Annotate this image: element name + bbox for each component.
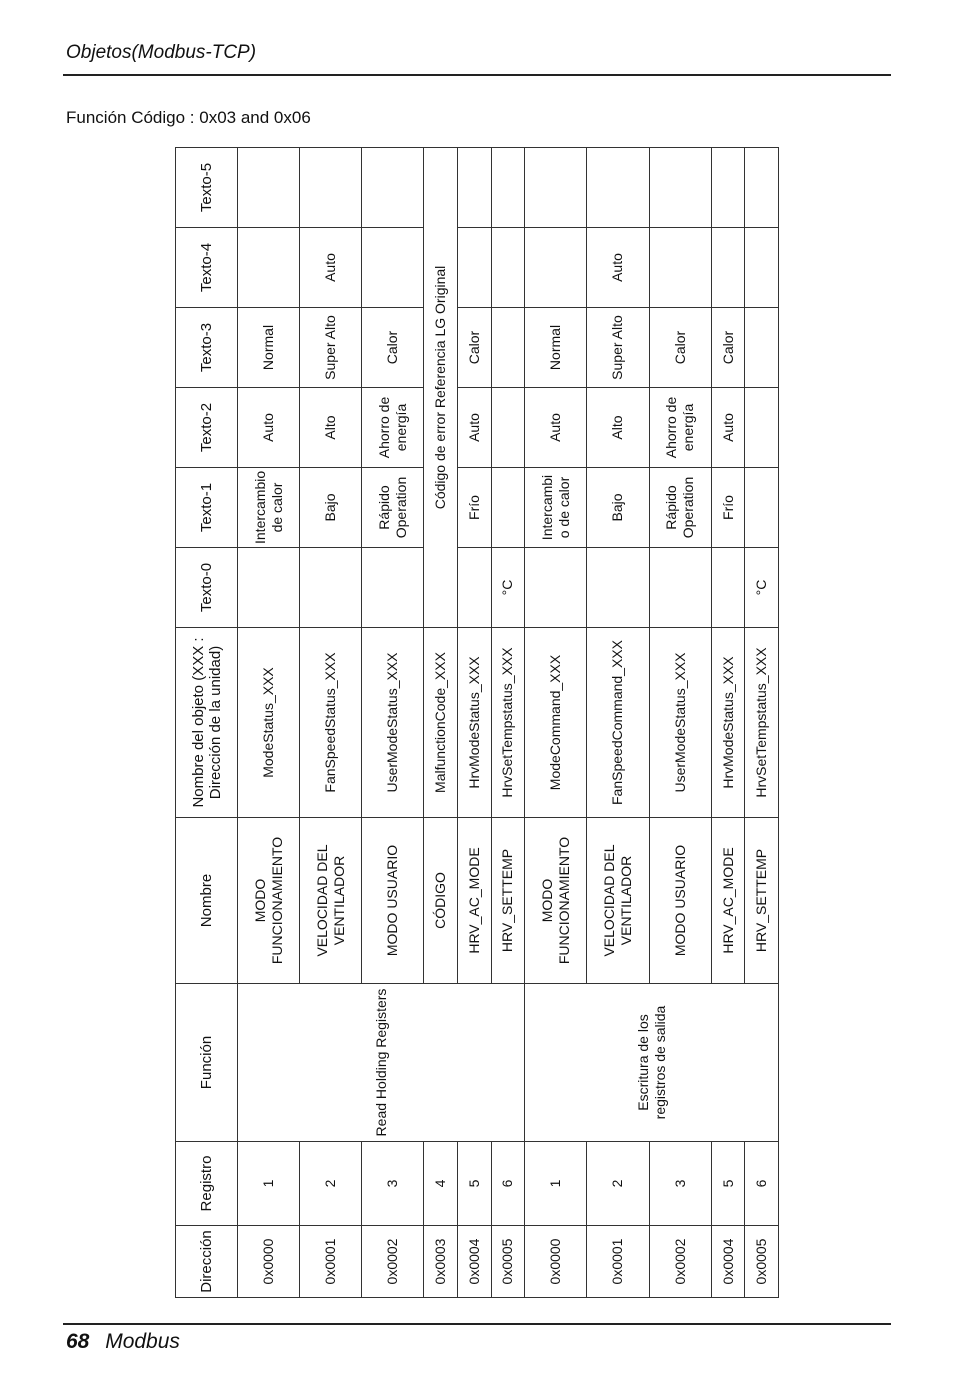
- cell-registro: 6: [491, 1142, 525, 1226]
- cell-nombre: MODO USUARIO: [362, 818, 424, 984]
- header-texto-2: Texto-2: [176, 388, 238, 468]
- page-footer: [66, 1330, 180, 1354]
- cell-texto-0: °C: [745, 548, 779, 628]
- cell-texto-4: [649, 228, 711, 308]
- cell-texto-2: [491, 388, 525, 468]
- cell-objeto: HrvSetTempstatus_XXX: [491, 628, 525, 818]
- cell-direccion: 0x0000: [238, 1226, 300, 1298]
- cell-texto-0: [238, 548, 300, 628]
- table-header-row: [176, 148, 238, 1298]
- cell-texto-3: [491, 308, 525, 388]
- cell-objeto: ModeCommand_XXX: [525, 628, 587, 818]
- cell-texto-3: Calor: [649, 308, 711, 388]
- cell-texto-5: [587, 148, 649, 228]
- cell-texto-2: Auto: [458, 388, 492, 468]
- cell-texto-0: °C: [491, 548, 525, 628]
- footer-section-title: Modbus: [105, 1330, 180, 1353]
- modbus-objects-table-rotated: [175, 148, 779, 1298]
- cell-texto-3: Calor: [711, 308, 745, 388]
- cell-registro: 3: [362, 1142, 424, 1226]
- cell-registro: 3: [649, 1142, 711, 1226]
- cell-nombre: MODO USUARIO: [649, 818, 711, 984]
- cell-texto-1: Frío: [458, 468, 492, 548]
- header-texto-3: Texto-3: [176, 308, 238, 388]
- cell-nombre: MODO FUNCIONAMIENTO: [525, 818, 587, 984]
- cell-registro: 6: [745, 1142, 779, 1226]
- header-direccion: Dirección: [176, 1226, 238, 1298]
- cell-texto-1: [745, 468, 779, 548]
- cell-texto-3: Normal: [525, 308, 587, 388]
- cell-texto-5: [711, 148, 745, 228]
- cell-texto-0: [587, 548, 649, 628]
- cell-texto-2: Auto: [711, 388, 745, 468]
- cell-nombre: VELOCIDAD DEL VENTILADOR: [587, 818, 649, 984]
- cell-texto-5: [649, 148, 711, 228]
- cell-texto-0: [458, 548, 492, 628]
- cell-texto-5: [300, 148, 362, 228]
- cell-nombre: HRV_AC_MODE: [711, 818, 745, 984]
- cell-direccion: 0x0005: [491, 1226, 525, 1298]
- header-funcion: Función: [176, 984, 238, 1142]
- cell-nombre: MODO FUNCIONAMIENTO: [238, 818, 300, 984]
- cell-direccion: 0x0004: [711, 1226, 745, 1298]
- cell-texto-2: [745, 388, 779, 468]
- cell-registro: 5: [458, 1142, 492, 1226]
- cell-funcion-read: Read Holding Registers: [238, 984, 525, 1142]
- header-texto-5: Texto-5: [176, 148, 238, 228]
- cell-texto-2: Auto: [238, 388, 300, 468]
- header-nombre: Nombre: [176, 818, 238, 984]
- page-header-title: Objetos(Modbus-TCP): [66, 42, 257, 63]
- footer-divider: [63, 1323, 891, 1325]
- cell-texto-2: Ahorro de energía: [649, 388, 711, 468]
- cell-texto-0: [711, 548, 745, 628]
- cell-texto-1: Bajo: [587, 468, 649, 548]
- cell-texto-1: Intercambio de calor: [238, 468, 300, 548]
- cell-objeto: UserModeStatus_XXX: [362, 628, 424, 818]
- header-texto-4: Texto-4: [176, 228, 238, 308]
- header-registro: Registro: [176, 1142, 238, 1226]
- cell-objeto: HrvSetTempstatus_XXX: [745, 628, 779, 818]
- cell-texto-0: [525, 548, 587, 628]
- header-nombre-objeto: Nombre del objeto (XXX : Dirección de la unidad): [176, 628, 238, 818]
- cell-objeto: FanSpeedCommand_XXX: [587, 628, 649, 818]
- cell-registro: 1: [525, 1142, 587, 1226]
- cell-texto-2: Ahorro de energía: [362, 388, 424, 468]
- cell-texto-1: [491, 468, 525, 548]
- cell-texto-0: [300, 548, 362, 628]
- cell-texto-1: Intercambi o de calor: [525, 468, 587, 548]
- table-row: [525, 148, 587, 1298]
- cell-texto-3: Normal: [238, 308, 300, 388]
- cell-nombre: HRV_SETTEMP: [745, 818, 779, 984]
- cell-nombre: VELOCIDAD DEL VENTILADOR: [300, 818, 362, 984]
- cell-registro: 2: [300, 1142, 362, 1226]
- cell-nombre: HRV_AC_MODE: [458, 818, 492, 984]
- cell-nombre: HRV_SETTEMP: [491, 818, 525, 984]
- cell-texto-5: [238, 148, 300, 228]
- modbus-objects-table: [175, 147, 779, 1298]
- cell-objeto: HrvModeStatus_XXX: [711, 628, 745, 818]
- cell-texto-3: Calor: [458, 308, 492, 388]
- cell-error-code-reference: Código de error Referencia LG Original: [424, 148, 458, 628]
- cell-registro: 2: [587, 1142, 649, 1226]
- cell-texto-5: [491, 148, 525, 228]
- cell-direccion: 0x0001: [300, 1226, 362, 1298]
- cell-texto-5: [745, 148, 779, 228]
- cell-texto-4: [745, 228, 779, 308]
- header-divider: [63, 74, 891, 76]
- header-texto-1: Texto-1: [176, 468, 238, 548]
- cell-registro: 5: [711, 1142, 745, 1226]
- cell-texto-2: Auto: [525, 388, 587, 468]
- cell-direccion: 0x0002: [649, 1226, 711, 1298]
- cell-direccion: 0x0000: [525, 1226, 587, 1298]
- cell-texto-4: [525, 228, 587, 308]
- cell-texto-1: Bajo: [300, 468, 362, 548]
- cell-texto-2: Alto: [300, 388, 362, 468]
- page-number: 68: [66, 1330, 90, 1353]
- cell-objeto: UserModeStatus_XXX: [649, 628, 711, 818]
- cell-texto-4: [458, 228, 492, 308]
- cell-direccion: 0x0002: [362, 1226, 424, 1298]
- cell-direccion: 0x0005: [745, 1226, 779, 1298]
- cell-texto-4: [362, 228, 424, 308]
- cell-texto-4: Auto: [300, 228, 362, 308]
- cell-texto-0: [649, 548, 711, 628]
- cell-nombre: CÓDIGO: [424, 818, 458, 984]
- cell-registro: 1: [238, 1142, 300, 1226]
- cell-texto-4: [711, 228, 745, 308]
- cell-direccion: 0x0003: [424, 1226, 458, 1298]
- cell-texto-4: Auto: [587, 228, 649, 308]
- table-row: [238, 148, 300, 1298]
- cell-texto-1: Rápido Operation: [649, 468, 711, 548]
- cell-objeto: ModeStatus_XXX: [238, 628, 300, 818]
- function-code-subtitle: Función Código : 0x03 and 0x06: [66, 108, 311, 127]
- cell-texto-4: [238, 228, 300, 308]
- cell-texto-4: [491, 228, 525, 308]
- cell-texto-3: [745, 308, 779, 388]
- cell-objeto: MalfunctionCode_XXX: [424, 628, 458, 818]
- cell-texto-0: [362, 548, 424, 628]
- cell-texto-3: Super Alto: [300, 308, 362, 388]
- cell-texto-2: Alto: [587, 388, 649, 468]
- cell-texto-1: Frío: [711, 468, 745, 548]
- cell-objeto: HrvModeStatus_XXX: [458, 628, 492, 818]
- cell-texto-5: [362, 148, 424, 228]
- cell-texto-1: Rápido Operation: [362, 468, 424, 548]
- header-texto-0: Texto-0: [176, 548, 238, 628]
- cell-texto-3: Super Alto: [587, 308, 649, 388]
- cell-direccion: 0x0004: [458, 1226, 492, 1298]
- cell-direccion: 0x0001: [587, 1226, 649, 1298]
- cell-funcion-write: Escritura de los registros de salida: [525, 984, 779, 1142]
- cell-texto-5: [458, 148, 492, 228]
- cell-texto-3: Calor: [362, 308, 424, 388]
- cell-texto-5: [525, 148, 587, 228]
- cell-registro: 4: [424, 1142, 458, 1226]
- cell-objeto: FanSpeedStatus_XXX: [300, 628, 362, 818]
